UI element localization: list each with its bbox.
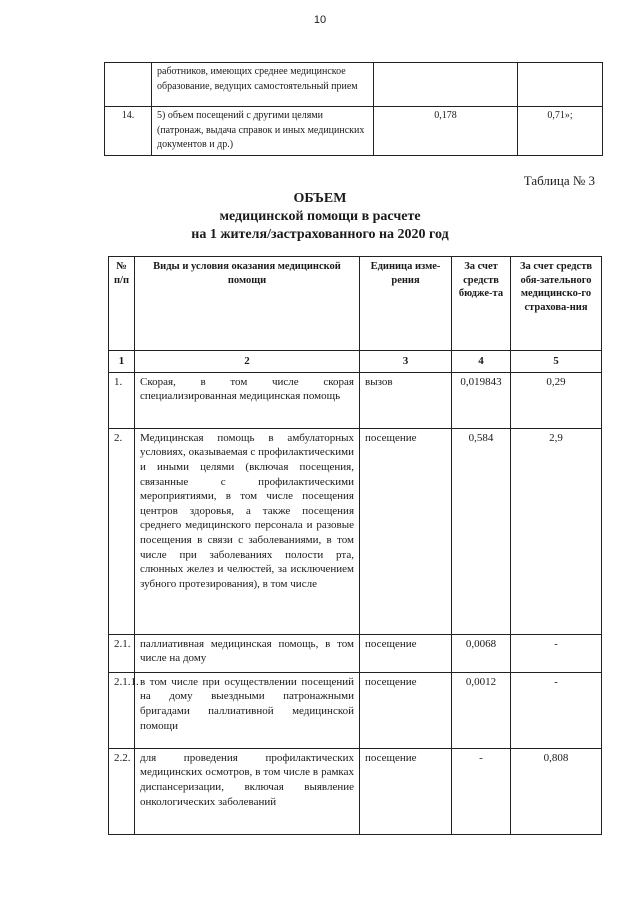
column-number: 2 — [135, 351, 360, 373]
row-number: 14. — [105, 107, 152, 156]
header-row — [109, 257, 602, 351]
table-row — [109, 748, 602, 834]
column-number-row — [109, 351, 602, 373]
document-heading — [0, 190, 640, 245]
row-number — [105, 63, 152, 107]
row-value-budget — [374, 63, 518, 107]
row-unit: посещение — [360, 672, 452, 748]
row-number: 2.1.1. — [109, 672, 135, 748]
row-value-budget: 0,019843 — [452, 372, 511, 428]
page-number: 10 — [313, 14, 327, 26]
row-unit: посещение — [360, 428, 452, 634]
row-value-oms: - — [511, 672, 602, 748]
table-row — [109, 634, 602, 672]
row-value-budget: - — [452, 748, 511, 834]
row-value-budget: 0,584 — [452, 428, 511, 634]
row-value-oms — [518, 63, 603, 107]
header-unit: Единица изме-рения — [360, 257, 452, 351]
row-description: Скорая, в том числе скорая специализированная медицинская помощь — [135, 372, 360, 428]
volume-table — [108, 256, 602, 835]
row-number: 2.1. — [109, 634, 135, 672]
heading-subtitle: медицинской помощи в расчете — [219, 209, 421, 225]
table-row — [109, 428, 602, 634]
row-unit: посещение — [360, 748, 452, 834]
table-row — [109, 672, 602, 748]
column-number: 4 — [452, 351, 511, 373]
header-budget: За счет средств бюдже-та — [452, 257, 511, 351]
row-description: для проведения профилактических медицинских осмотров, в том числе в рамках диспансеризации, включая выявление онкологических заболеваний — [135, 748, 360, 834]
row-value-budget: 0,0012 — [452, 672, 511, 748]
column-number: 5 — [511, 351, 602, 373]
row-value-oms: 2,9 — [511, 428, 602, 634]
row-description: паллиативная медицинская помощь, в том числе на дому — [135, 634, 360, 672]
header-type: Виды и условия оказания медицинской помощи — [135, 257, 360, 351]
column-number: 1 — [109, 351, 135, 373]
row-value-budget: 0,178 — [374, 107, 518, 156]
row-description: в том числе при осуществлении посещений на дому выездными патронажными бригадами паллиативной медицинской помощи — [135, 672, 360, 748]
row-value-oms: - — [511, 634, 602, 672]
row-unit: вызов — [360, 372, 452, 428]
heading-title: ОБЪЕМ — [293, 191, 347, 206]
row-value-oms: 0,29 — [511, 372, 602, 428]
table-row — [105, 63, 603, 107]
row-unit: посещение — [360, 634, 452, 672]
header-oms: За счет средств обя-зательного медицинско-го страхова-ния — [511, 257, 602, 351]
header-number: № п/п — [109, 257, 135, 351]
row-value-budget: 0,0068 — [452, 634, 511, 672]
table-label: Таблица № 3 — [523, 173, 595, 188]
column-number: 3 — [360, 351, 452, 373]
row-number: 2.2. — [109, 748, 135, 834]
table-row — [105, 107, 603, 156]
row-description: 5) объем посещений с другими целями (патронаж, выдача справок и иных медицинских документов и др.) — [152, 107, 374, 156]
row-description: работников, имеющих среднее медицинское образование, ведущих самостоятельный прием — [152, 63, 374, 107]
row-number: 1. — [109, 372, 135, 428]
table-row — [109, 372, 602, 428]
heading-subtitle-2: на 1 жителя/застрахованного на 2020 год — [191, 227, 449, 243]
row-number: 2. — [109, 428, 135, 634]
row-description: Медицинская помощь в амбулаторных условиях, оказываемая с профилактическими и иными целями (включая посещения, связанные с профилактическими мероприятиями, в том числе посещения центров здоровья, а также посещения среднего медицинского персонала и разовые посещения в связи с заболеваниями, в том числе при заболеваниях полости рта, слюнных желез и челюстей, за исключением зубного протезирования), в том числе — [135, 428, 360, 634]
row-value-oms: 0,71»; — [518, 107, 603, 156]
continuation-table — [104, 62, 603, 156]
row-value-oms: 0,808 — [511, 748, 602, 834]
